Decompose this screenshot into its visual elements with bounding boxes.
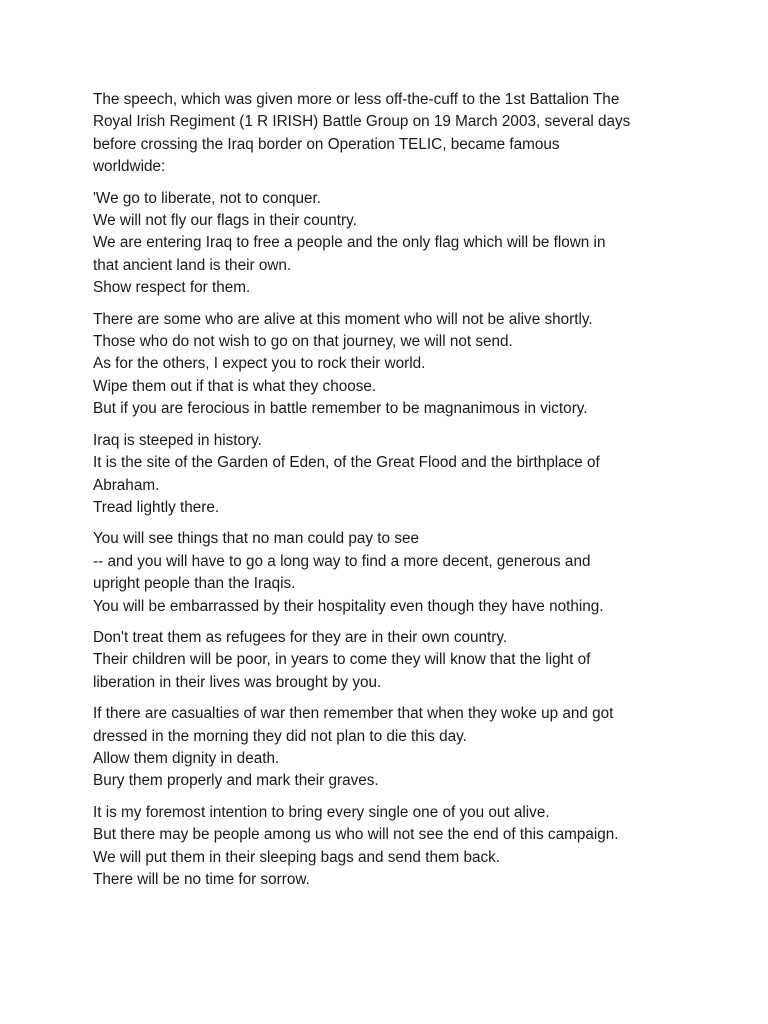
text-line: dressed in the morning they did not plan to die this day.	[93, 727, 467, 745]
paragraph-refugees	[93, 627, 683, 694]
text-line: liberation in their lives was brought by you.	[93, 673, 382, 691]
text-line: It is my foremost intention to bring every single one of you out alive.	[93, 803, 550, 821]
text-line: that ancient land is their own.	[93, 256, 292, 274]
paragraph-hospitality	[93, 528, 683, 618]
text-line: 'We go to liberate, not to conquer.	[93, 189, 321, 207]
text-line: You will see things that no man could pay to see	[93, 530, 419, 548]
paragraph-casualties	[93, 703, 683, 793]
text-line: Wipe them out if that is what they choose.	[93, 377, 377, 395]
text-line: The speech, which was given more or less off-the-cuff to the 1st Battalion The	[93, 91, 620, 108]
text-line: worldwide:	[93, 158, 166, 176]
text-line: We are entering Iraq to free a people and the only flag which will be flown in	[93, 234, 606, 252]
text-line: You will be embarrassed by their hospitality even though they have nothing.	[93, 597, 604, 615]
text-line: We will not fly our flags in their country.	[93, 212, 357, 230]
text-line: But if you are ferocious in battle remember to be magnanimous in victory.	[93, 400, 588, 418]
text-line: Bury them properly and mark their graves.	[93, 772, 379, 790]
paragraph-alive	[93, 309, 683, 421]
text-line: It is the site of the Garden of Eden, of the Great Flood and the birthplace of	[93, 454, 600, 472]
paragraph-intro	[93, 89, 683, 179]
speech-text-block	[93, 89, 683, 900]
text-line: before crossing the Iraq border on Operation TELIC, became famous	[93, 135, 560, 153]
text-line: Those who do not wish to go on that journey, we will not send.	[93, 333, 513, 351]
text-line: Royal Irish Regiment (1 R IRISH) Battle Group on 19 March 2003, several days	[93, 113, 631, 131]
paragraph-liberate	[93, 188, 683, 300]
text-line: Tread lightly there.	[93, 498, 220, 516]
text-line: Show respect for them.	[93, 279, 251, 297]
text-line: There are some who are alive at this moment who will not be alive shortly.	[93, 310, 593, 328]
text-line: Their children will be poor, in years to come they will know that the light of	[93, 651, 591, 669]
text-line: -- and you will have to go a long way to find a more decent, generous and	[93, 552, 591, 570]
text-line: If there are casualties of war then remember that when they woke up and got	[93, 705, 614, 723]
text-line: As for the others, I expect you to rock their world.	[93, 355, 426, 373]
text-line: But there may be people among us who will not see the end of this campaign.	[93, 826, 619, 844]
text-line: Iraq is steeped in history.	[93, 431, 262, 449]
paragraph-history	[93, 430, 683, 520]
text-line: Abraham.	[93, 476, 160, 494]
paragraph-intention	[93, 802, 683, 892]
text-line: There will be no time for sorrow.	[93, 871, 310, 888]
text-line: upright people than the Iraqis.	[93, 575, 296, 593]
text-line: Allow them dignity in death.	[93, 749, 280, 767]
text-line: We will put them in their sleeping bags and send them back.	[93, 848, 501, 866]
text-line: Don't treat them as refugees for they are in their own country.	[93, 628, 508, 646]
